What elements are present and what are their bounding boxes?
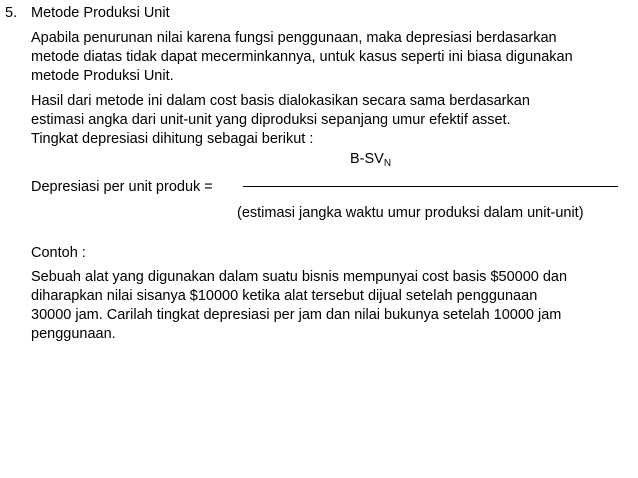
- section-number: 5.: [5, 5, 18, 21]
- section-heading: [5, 4, 170, 23]
- formula-denominator: (estimasi jangka waktu umur produksi dalam unit-unit): [237, 205, 584, 221]
- formula-numerator-text: B-SV: [350, 151, 384, 167]
- example-heading-text: Contoh :: [31, 245, 86, 261]
- example-line: 30000 jam. Carilah tingkat depresiasi per jam dan nilai bukunya setelah 10000 jam: [31, 307, 562, 323]
- example-line: penggunaan.: [31, 326, 116, 342]
- paragraph-line: Hasil dari metode ini dalam cost basis dialokasikan secara sama berdasarkan: [31, 93, 530, 109]
- example-heading: [31, 244, 631, 263]
- example-body: [31, 268, 631, 344]
- paragraph-line: Tingkat depresiasi dihitung sebagai berikut :: [31, 131, 314, 147]
- example-line: Sebuah alat yang digunakan dalam suatu bisnis mempunyai cost basis $50000 dan: [31, 269, 568, 285]
- paragraph-line: estimasi angka dari unit-unit yang diproduksi sepanjang umur efektif asset.: [31, 112, 511, 128]
- formula-label: Depresiasi per unit produk =: [31, 179, 213, 195]
- section-title: Metode Produksi Unit: [31, 5, 170, 21]
- example-line: diharapkan nilai sisanya $10000 ketika alat tersebut dijual setelah penggunaan: [31, 288, 538, 304]
- formula-numerator-subscript: N: [383, 158, 392, 169]
- formula-numerator: [350, 150, 391, 169]
- fraction-bar: [243, 186, 618, 187]
- paragraph-line: metode Produksi Unit.: [31, 68, 174, 84]
- paragraph-rate: [31, 130, 631, 149]
- paragraph-method: [31, 92, 631, 130]
- paragraph-intro: [31, 29, 631, 86]
- paragraph-line: metode diatas tidak dapat mecerminkannya, untuk kasus seperti ini biasa digunakan: [31, 49, 573, 65]
- paragraph-line: Apabila penurunan nilai karena fungsi penggunaan, maka depresiasi berdasarkan: [31, 30, 557, 46]
